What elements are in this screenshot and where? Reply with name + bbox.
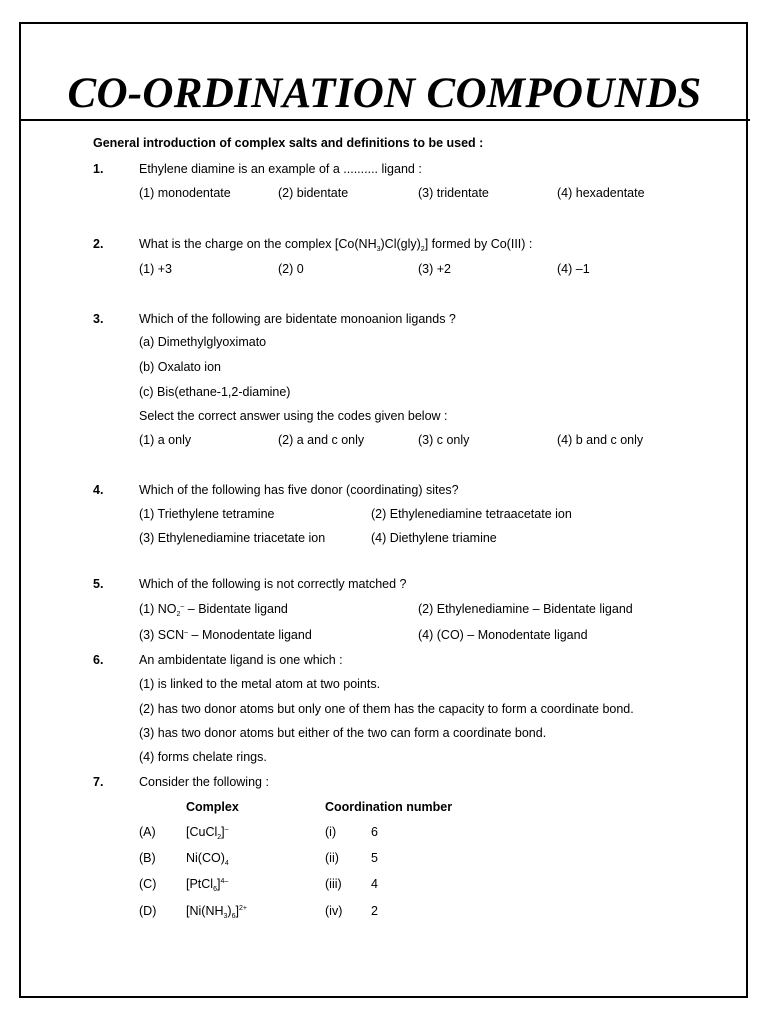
option: (4) hexadentate [557,186,645,200]
coordination-value: 5 [371,851,378,865]
coordination-value: 4 [371,877,378,891]
option: (3) has two donor atoms but either of the two can form a coordinate bond. [139,726,547,740]
question-number: 1. [93,162,104,176]
option: (3) c only [418,433,470,447]
option: (1) monodentate [139,186,231,200]
complex-formula: $[Ni(NH_3)_6]^{2+}$ [186,904,247,920]
roman-label: (iii) [325,877,342,891]
question-number: 4. [93,483,104,497]
column-header-complex: Complex [186,800,239,814]
option: (2) bidentate [278,186,349,200]
option: (3) +2 [418,262,452,276]
list-item: (b) Oxalato ion [139,360,221,374]
option: (1) a only [139,433,192,447]
option: (2) Ethylenediamine tetraacetate ion [371,507,572,521]
option: (2) 0 [278,262,304,276]
question-number: 5. [93,577,104,591]
question-number: 3. [93,312,104,326]
option: (2) a and c only [278,433,365,447]
roman-label: (ii) [325,851,339,865]
coordination-value: 6 [371,825,378,839]
option: (3) Ethylenediamine triacetate ion [139,531,326,545]
title-box [19,22,750,121]
option: (1) Triethylene tetramine [139,507,275,521]
question-text: Consider the following : [139,775,269,789]
list-item: (a) Dimethylglyoximato [139,335,267,349]
option: (4) forms chelate rings. [139,750,267,764]
question-text: What is the charge on the complex $[Co(NH_3)Cl(gly)_2]$ formed by Co(III) : [139,237,533,253]
option: (4) Diethylene triamine [371,531,497,545]
row-label: (B) [139,851,156,865]
complex-formula: [CuCl$_2$]– [186,825,229,841]
instruction-text: Select the correct answer using the codes given below : [139,409,448,423]
row-label: (D) [139,904,157,918]
section-heading: General introduction of complex salts and definitions to be used : [93,136,484,150]
list-item: (c) Bis(ethane-1,2-diamine) [139,385,291,399]
column-header-coordination-number: Coordination number [325,800,453,814]
option: (4) –1 [557,262,590,276]
question-number: 6. [93,653,104,667]
row-label: (A) [139,825,156,839]
option: (1) $NO_2^-$ – Bidentate ligand [139,602,288,618]
roman-label: (i) [325,825,337,839]
question-text: An ambidentate ligand is one which : [139,653,343,667]
page-title: CO-ORDINATION COMPOUNDS [67,70,702,117]
complex-formula: [PtCl$_6$]$^{4-}$ [186,877,229,893]
option: (2) Ethylenediamine – Bidentate ligand [418,602,633,616]
question-text: Which of the following are bidentate monoanion ligands ? [139,312,456,326]
question-text: Ethylene diamine is an example of a .......... ligand : [139,162,422,176]
question-text: Which of the following has five donor (coordinating) sites? [139,483,459,497]
question-text: Which of the following is not correctly matched ? [139,577,407,591]
option: (1) +3 [139,262,173,276]
coordination-value: 2 [371,904,378,918]
option: (1) is linked to the metal atom at two points. [139,677,381,691]
question-number: 2. [93,237,104,251]
option: (4) b and c only [557,433,644,447]
option: (4) (CO) – Monodentate ligand [418,628,588,642]
question-number: 7. [93,775,104,789]
complex-formula: $Ni(CO)_4$ [186,851,229,867]
option: (3) tridentate [418,186,489,200]
row-label: (C) [139,877,157,891]
option: (3) SCN– – Monodentate ligand [139,628,312,642]
roman-label: (iv) [325,904,343,918]
option: (2) has two donor atoms but only one of them has the capacity to form a coordinate bond. [139,702,634,716]
